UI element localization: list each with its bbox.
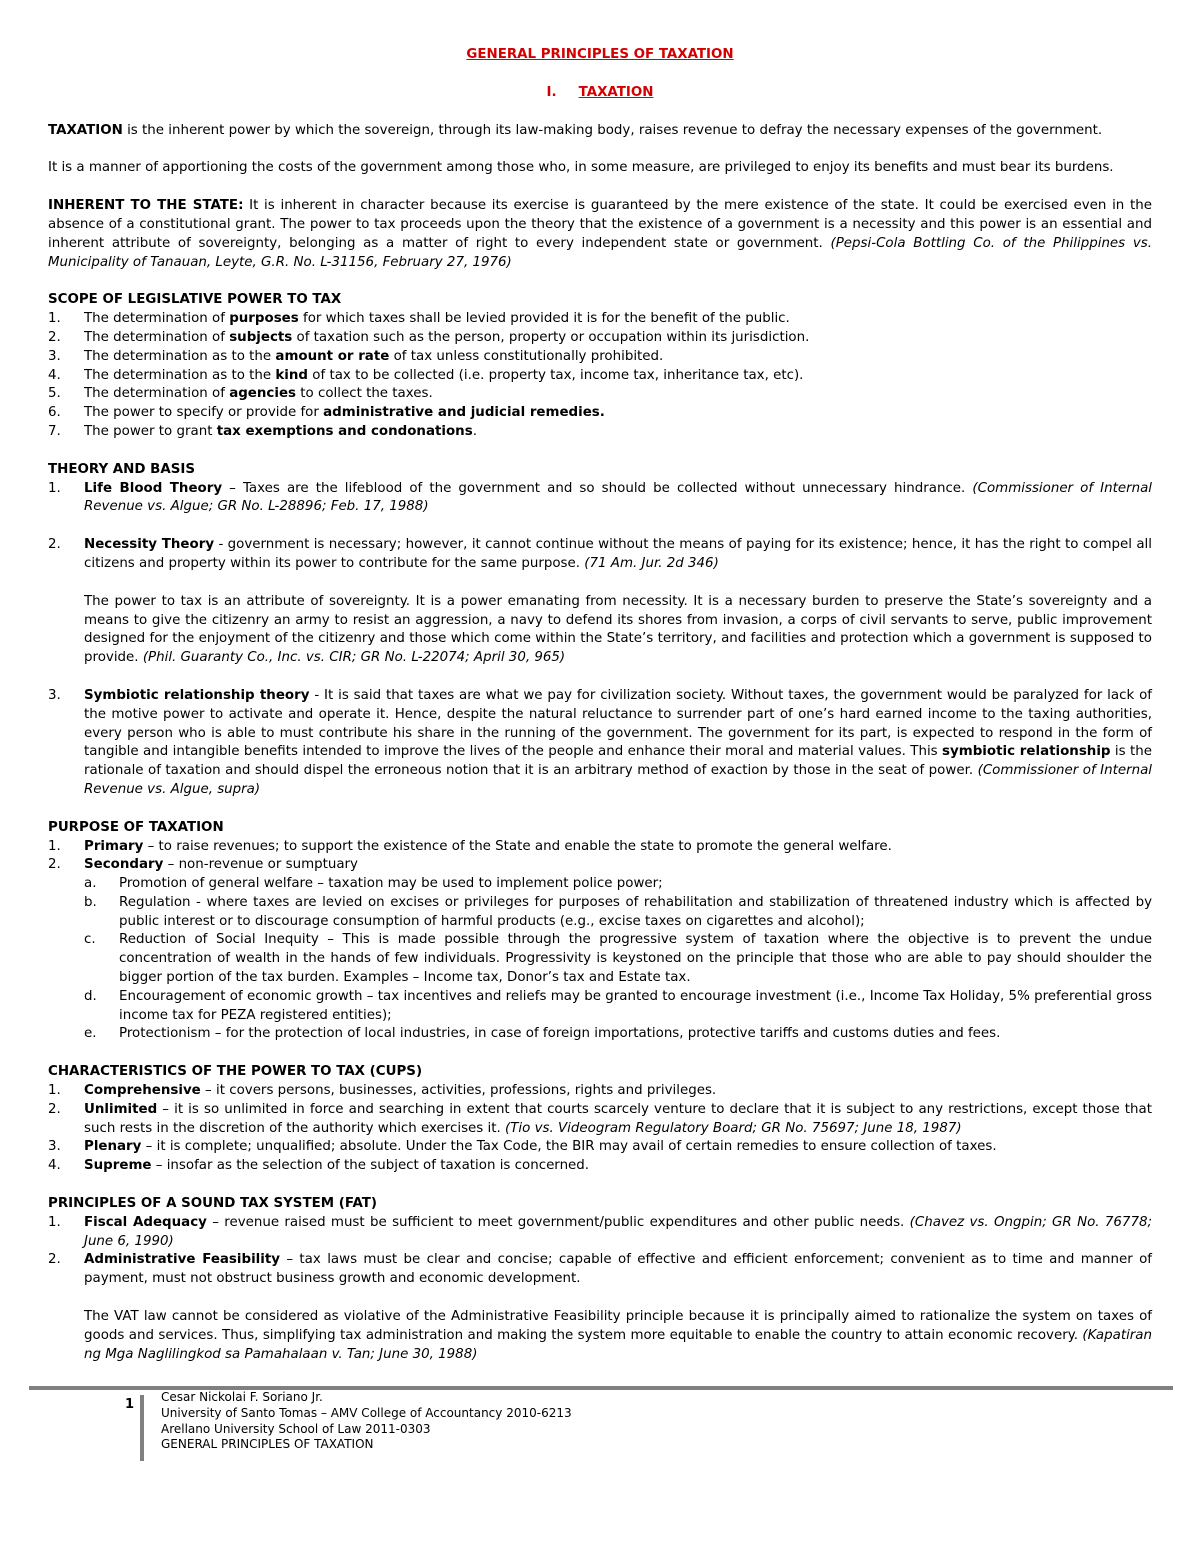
purpose-sub-item <box>48 1025 1152 1044</box>
footer-line: Arellano University School of Law 2011-0303 <box>161 1421 431 1436</box>
purpose-secondary <box>48 856 1152 875</box>
inherent-citation: (Pepsi-Cola Bottling Co. of the Philippines vs. Municipality of Tanauan, Leyte, G.R. No. L-31156, February 27, 1976) <box>48 235 1152 270</box>
fiscal-text: – revenue raised must be sufficient to meet government/public expenditures and other public needs. <box>206 1214 910 1230</box>
purpose-secondary-heading: Secondary <box>84 857 164 873</box>
scope-item-6 <box>48 404 1152 423</box>
vat-citation: (Kapatiran ng Mga Naglilingkod sa Pamahalaan v. Tan; June 30, 1988) <box>84 1327 1152 1362</box>
admin-heading: Administrative Feasibility <box>84 1252 280 1268</box>
purpose-primary-heading: Primary <box>84 838 144 854</box>
characteristic-item <box>48 1082 1152 1101</box>
inherent-text: It is inherent in character because its exercise is guaranteed by the mere existence of the state. It could be exercised even in the absence of a constitutional grant. The power to tax proceeds upon the theory that the existence of a government is a necessity and this power is an essential and inherent attribute of sovereignty, belonging as a matter of right to every independent state or government. <box>48 198 1152 251</box>
list-number: 1. <box>48 1214 61 1230</box>
symbiotic-bold: symbiotic relationship <box>942 744 1111 760</box>
necessity-theory <box>48 536 1152 574</box>
scope-item-1 <box>48 310 1152 329</box>
purpose-sub-text: Promotion of general welfare – taxation may be used to implement police power; <box>119 876 663 892</box>
symbiotic-citation: (Commissioner of Internal Revenue vs. Algue, supra) <box>84 763 1152 797</box>
vat-paragraph <box>48 1308 1152 1364</box>
list-number: 1. <box>48 480 61 496</box>
purpose-primary-text: – to raise revenues; to support the existence of the State and enable the state to promote the general welfare. <box>143 838 892 854</box>
scope-text: of tax to be collected (i.e. property tax, income tax, inheritance tax, etc). <box>308 367 804 383</box>
purpose-sub-text: Reduction of Social Inequity – This is made possible through the progressive system of taxation where the objective is to prevent the undue concentration of wealth in the hands of few individuals. Progressivity is keystoned on the principle that those who are able to pay should shoulder the bigger portion of the tax burden. Examples – Income tax, Donor’s tax and Estate tax. <box>119 932 1152 986</box>
purpose-sub-text: Encouragement of economic growth – tax incentives and reliefs may be granted to encourage investment (i.e., Income Tax Holiday, 5% preferential gross income tax for PEZA registered entities); <box>119 988 1152 1023</box>
list-number: 2. <box>48 857 61 873</box>
lifeblood-text: – Taxes are the lifeblood of the government and so should be collected without unnecessary hindrance. <box>222 480 973 496</box>
necessity-citation: (71 Am. Jur. 2d 346) <box>584 555 719 571</box>
section-title: TAXATION <box>578 84 654 100</box>
sovereignty-paragraph <box>48 593 1152 668</box>
lifeblood-theory <box>48 480 1152 518</box>
characteristic-text: – it is complete; unqualified; absolute. Under the Tax Code, the BIR may avail of certain remedies to ensure collection of taxes. <box>141 1139 997 1155</box>
scope-item-2 <box>48 329 1152 348</box>
scope-bold: purposes <box>229 311 299 327</box>
footer-line: Cesar Nickolai F. Soriano Jr. <box>161 1390 323 1404</box>
scope-bold: subjects <box>229 329 293 345</box>
inherent-heading: INHERENT TO THE STATE: <box>48 198 244 214</box>
characteristic-heading: Unlimited <box>84 1101 158 1117</box>
scope-bold: tax exemptions and condonations <box>216 423 473 439</box>
purpose-sub-item <box>48 894 1152 932</box>
footer-divider <box>140 1395 144 1461</box>
purpose-sub-text: Regulation - where taxes are levied on excises or privileges for purposes of rehabilitation and stabilization of threatened industry which is affected by public interest or to discourage consumption of harmful products (e.g., excise taxes on cigarettes and alcohol); <box>119 894 1152 929</box>
symbiotic-text: - It is said that taxes are what we pay for civilization society. Without taxes, the government would be paralyzed for lack of the motive power to activate and operate it. Hence, despite the natural reluctance to surrender part of one’s hard earned income to the taxing authorities, every person who is able to must contribute his share in the running of the government. The government for its part, is expected to respond in the form of tangible and intangible benefits intended to improve the lives of the people and enhance their moral and material values. This <box>84 687 1152 760</box>
scope-item-4 <box>48 367 1152 386</box>
characteristic-item <box>48 1138 1152 1157</box>
list-number: 3. <box>48 1139 61 1155</box>
characteristic-heading: Comprehensive <box>84 1083 201 1099</box>
purpose-primary <box>48 838 1152 857</box>
characteristic-heading: Supreme <box>84 1158 152 1174</box>
list-number: 3. <box>48 687 61 703</box>
symbiotic-text: is the rationale of taxation and should dispel the erroneous notion that it is an arbitrary method of exaction by those in the seat of power. <box>84 744 1152 779</box>
lifeblood-heading: Life Blood Theory <box>84 480 223 496</box>
sovereignty-text: The power to tax is an attribute of sovereignty. It is a power emanating from necessity. It is a necessary burden to preserve the State’s sovereignty and a means to give the citizenry an army to resist an aggression, a navy to defend its shores from invasion, a corps of civil servants to serve, public improvement designed for the enjoyment of the citizenry and those which come within the State’s territory, and facilities and protection which a government is supposed to provide. <box>84 593 1152 666</box>
fiscal-heading: Fiscal Adequacy <box>84 1214 207 1230</box>
page-number: 1 <box>124 1397 134 1412</box>
necessity-text: - government is necessary; however, it cannot continue without the means of paying for its existence; hence, it has the right to compel all citizens and property within its power to contribute for the same purpose. <box>84 537 1152 571</box>
purpose-secondary-text: – non-revenue or sumptuary <box>163 857 358 873</box>
scope-item-7 <box>48 423 1152 442</box>
footer-line: GENERAL PRINCIPLES OF TAXATION <box>161 1437 374 1452</box>
footer-text <box>161 1390 572 1453</box>
symbiotic-heading: Symbiotic relationship theory <box>84 687 310 703</box>
scope-bold: kind <box>275 367 309 383</box>
scope-text: The determination as to the <box>84 367 276 383</box>
document-body <box>48 46 1152 1364</box>
characteristics-heading: CHARACTERISTICS OF THE POWER TO TAX (CUPS) <box>48 1064 423 1080</box>
section-number: I. <box>546 84 557 100</box>
list-letter: c. <box>84 932 96 948</box>
scope-text: of taxation such as the person, property or occupation within its jurisdiction. <box>292 329 810 345</box>
list-number: 6. <box>48 405 61 421</box>
list-letter: b. <box>84 894 97 910</box>
necessity-heading: Necessity Theory <box>84 537 215 553</box>
theory-heading: THEORY AND BASIS <box>48 461 195 477</box>
scope-bold: agencies <box>229 386 297 402</box>
document-title: GENERAL PRINCIPLES OF TAXATION <box>466 47 734 62</box>
scope-text: The determination as to the <box>84 348 276 364</box>
list-number: 3. <box>48 348 61 364</box>
list-number: 1. <box>48 1083 61 1099</box>
scope-text: of tax unless constitutionally prohibited. <box>389 348 664 364</box>
scope-bold: administrative and judicial remedies. <box>323 405 605 421</box>
lifeblood-citation: (Commissioner of Internal Revenue vs. Algue; GR No. L-28896; Feb. 17, 1988) <box>84 480 1152 515</box>
list-number: 2. <box>48 329 61 345</box>
admin-text: – tax laws must be clear and concise; capable of effective and efficient enforcement; convenient as to time and manner of payment, must not obstruct business growth and economic development. <box>84 1252 1153 1287</box>
list-number: 4. <box>48 1158 61 1174</box>
sovereignty-citation: (Phil. Guaranty Co., Inc. vs. CIR; GR No. L-22074; April 30, 965) <box>142 650 566 666</box>
administrative-feasibility <box>48 1251 1152 1289</box>
scope-item-3 <box>48 348 1152 367</box>
symbiotic-theory <box>48 687 1152 800</box>
taxation-definition <box>48 122 1152 141</box>
taxation-definition-text: is the inherent power by which the sovereign, through its law-making body, raises revenue to defray the necessary expenses of the government. <box>122 122 1103 138</box>
purpose-sub-item <box>48 875 1152 894</box>
list-number: 1. <box>48 311 61 327</box>
characteristic-text: – it covers persons, businesses, activities, professions, rights and privileges. <box>200 1083 717 1099</box>
list-number: 2. <box>48 1252 61 1268</box>
list-number: 5. <box>48 386 61 402</box>
characteristic-heading: Plenary <box>84 1139 142 1155</box>
scope-bold: amount or rate <box>275 348 390 364</box>
list-number: 2. <box>48 1101 61 1117</box>
characteristic-item <box>48 1101 1152 1139</box>
characteristic-item <box>48 1157 1152 1176</box>
characteristic-text: – it is so unlimited in force and searching in extent that courts scarcely venture to declare that it is subject to any restrictions, except those that such rests in the discretion of the authority which exercises it. <box>84 1101 1152 1136</box>
list-number: 1. <box>48 838 61 854</box>
fiscal-citation: (Chavez vs. Ongpin; GR No. 76778; June 6, 1990) <box>84 1214 1152 1249</box>
scope-text: . <box>472 423 477 439</box>
purpose-sub-item <box>48 931 1152 987</box>
scope-text: to collect the taxes. <box>296 386 433 402</box>
list-number: 7. <box>48 423 61 439</box>
characteristic-text: – insofar as the selection of the subject of taxation is concerned. <box>151 1158 590 1174</box>
list-letter: d. <box>84 988 97 1004</box>
vat-text: The VAT law cannot be considered as violative of the Administrative Feasibility principle because it is principally aimed to rationalize the system on taxes of goods and services. Thus, simplifying tax administration and making the system more equitable to enable the country to attain economic recovery. <box>84 1309 1152 1343</box>
purpose-sub-text: Protectionism – for the protection of local industries, in case of foreign importations, protective tariffs and customs duties and fees. <box>119 1026 1001 1042</box>
taxation-term: TAXATION <box>48 122 123 138</box>
scope-text: The determination of <box>84 311 230 327</box>
list-letter: e. <box>84 1026 97 1042</box>
purpose-heading: PURPOSE OF TAXATION <box>48 819 224 835</box>
scope-list <box>48 310 1152 442</box>
principles-heading: PRINCIPLES OF A SOUND TAX SYSTEM (FAT) <box>48 1196 378 1212</box>
scope-item-5 <box>48 385 1152 404</box>
footer-line: University of Santo Tomas – AMV College of Accountancy 2010-6213 <box>161 1405 572 1420</box>
characteristic-citation: (Tio vs. Videogram Regulatory Board; GR No. 75697; June 18, 1987) <box>505 1120 962 1136</box>
scope-text: The determination of <box>84 386 230 402</box>
section-heading <box>48 84 1152 103</box>
scope-heading: SCOPE OF LEGISLATIVE POWER TO TAX <box>48 292 342 308</box>
list-number: 4. <box>48 367 61 383</box>
list-letter: a. <box>84 876 97 892</box>
list-number: 2. <box>48 537 61 553</box>
scope-text: The determination of <box>84 329 230 345</box>
scope-text: for which taxes shall be levied provided it is for the benefit of the public. <box>298 311 790 327</box>
apportion-paragraph: It is a manner of apportioning the costs of the government among those who, in some measure, are privileged to enjoy its benefits and must bear its burdens. <box>48 160 1114 176</box>
fiscal-adequacy <box>48 1214 1152 1252</box>
scope-text: The power to specify or provide for <box>84 405 324 421</box>
scope-text: The power to grant <box>84 423 217 439</box>
inherent-paragraph <box>48 197 1152 272</box>
purpose-sub-item <box>48 988 1152 1026</box>
